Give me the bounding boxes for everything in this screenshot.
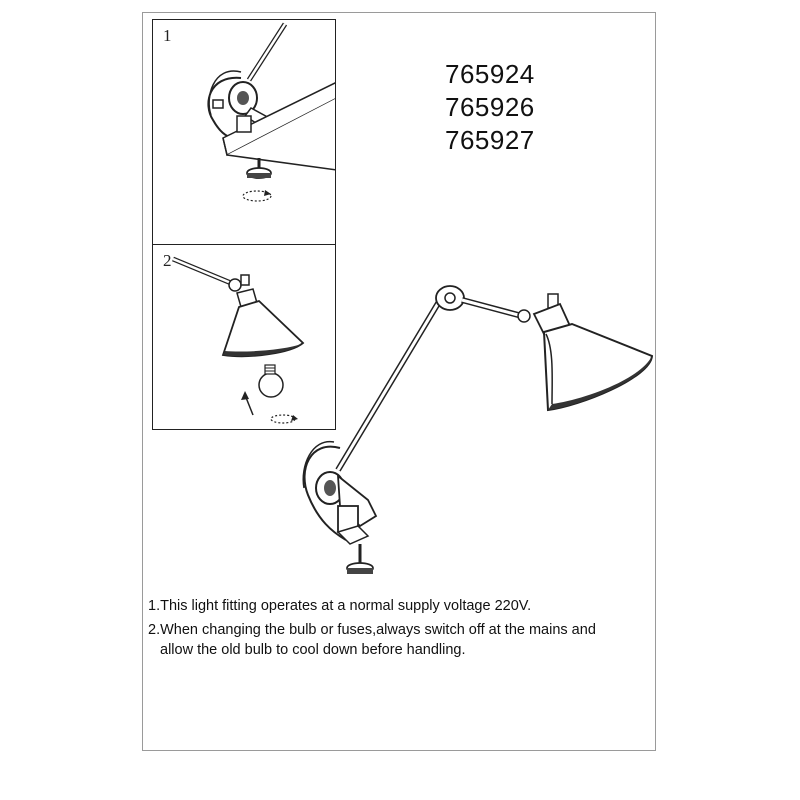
model-number-list bbox=[445, 58, 535, 157]
safety-notes bbox=[148, 596, 648, 664]
model-number: 765926 bbox=[445, 92, 535, 122]
note-2 bbox=[148, 620, 648, 660]
light-bulb-icon bbox=[259, 365, 283, 397]
model-number: 765924 bbox=[445, 59, 535, 89]
step-1-number: 1 bbox=[163, 26, 172, 45]
desk-lamp-icon bbox=[290, 270, 670, 590]
note-1 bbox=[148, 596, 648, 616]
step-2-number: 2 bbox=[163, 251, 172, 270]
note-text: 1.This light fitting operates at a normal supply voltage 220V. bbox=[148, 598, 532, 614]
note-continuation: allow the old bulb to cool down before handling. bbox=[160, 642, 466, 658]
clamp-assembly-icon bbox=[153, 20, 336, 245]
model-number: 765927 bbox=[445, 125, 535, 155]
step-1-panel bbox=[152, 19, 336, 245]
note-text: 2.When changing the bulb or fuses,always switch off at the mains and bbox=[148, 622, 596, 638]
